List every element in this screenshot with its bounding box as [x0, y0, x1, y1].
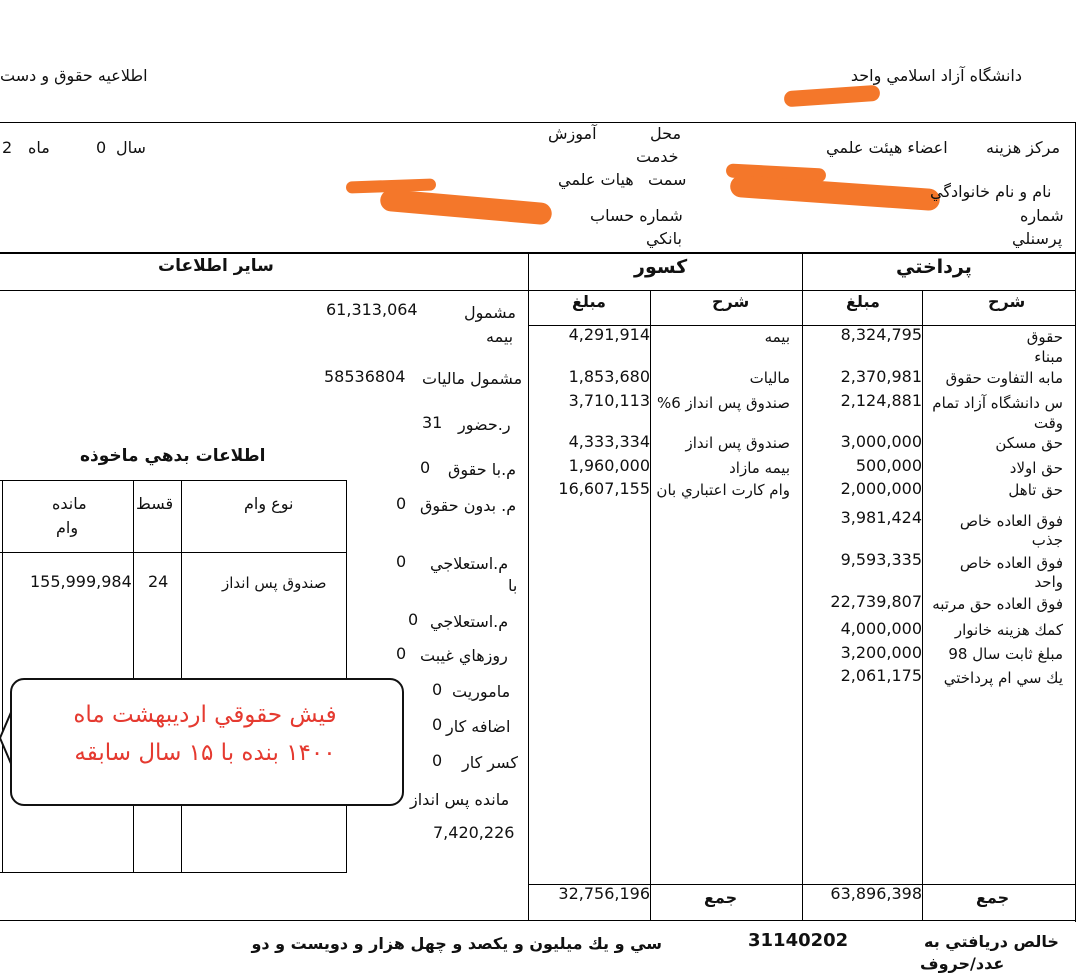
- sick-leave-label: م.استعلاجي: [430, 554, 509, 573]
- month-value: 2: [2, 138, 13, 157]
- rule: [0, 920, 1076, 921]
- attendance-label: ر.حضور: [458, 415, 511, 434]
- taxable-value: 58536804: [324, 367, 406, 386]
- rule: [0, 552, 347, 553]
- loan-remaining-header: مانده: [52, 494, 87, 513]
- section-payments: پرداختي: [896, 256, 972, 278]
- payment-amount: 2,000,000: [840, 479, 922, 498]
- position-value: هيات علمي: [558, 170, 634, 189]
- location-value-2: خدمت: [636, 147, 679, 166]
- sick-leave-2-value: 0: [408, 610, 419, 629]
- deduction-amount: 3,710,113: [568, 391, 650, 410]
- deduction-desc: بيمه مازاد: [729, 459, 790, 477]
- payment-desc: حق اولاد: [1009, 459, 1063, 477]
- payment-desc-2: جذب: [1031, 531, 1063, 549]
- sick-leave-2-label: م.استعلاجي: [430, 612, 509, 631]
- month-label: ماه: [28, 138, 50, 157]
- deduction-amount: 4,291,914: [568, 325, 650, 344]
- sick-leave-label-2: با: [508, 576, 518, 595]
- payment-amount: 8,324,795: [840, 325, 922, 344]
- position-label: سمت: [648, 170, 687, 189]
- payment-desc: حق مسكن: [995, 434, 1063, 452]
- deduction-desc: صندوق پس انداز: [685, 434, 790, 452]
- deduction-amount: 1,960,000: [568, 456, 650, 475]
- payment-amount: 2,061,175: [840, 666, 922, 685]
- payment-desc: كمك هزينه خانوار: [954, 621, 1063, 639]
- net-pay-label-2: عدد/حروف: [920, 954, 1005, 973]
- deduction-amount: 4,333,334: [568, 432, 650, 451]
- net-pay-label: خالص دريافتي به: [924, 932, 1059, 951]
- redaction-mark: [784, 85, 881, 108]
- rule: [181, 480, 182, 872]
- attendance-value: 31: [422, 413, 443, 432]
- payment-amount: 3,000,000: [840, 432, 922, 451]
- account-label-2: بانكي: [646, 229, 682, 248]
- paid-leave-label: م.با حقوق: [448, 460, 517, 479]
- year-label: سال: [116, 138, 146, 157]
- payment-desc: مبلغ ثابت سال 98: [948, 645, 1063, 663]
- loan-type: صندوق پس انداز: [222, 574, 327, 592]
- payment-desc: حق تاهل: [1008, 481, 1063, 499]
- payment-desc: حقوق: [1026, 328, 1063, 346]
- savings-value: 7,420,226: [433, 823, 515, 842]
- payment-amount: 3,981,424: [840, 508, 922, 527]
- rule: [0, 122, 1076, 123]
- rule: [2, 480, 3, 872]
- loans-title: اطلاعات بدهي ماخوذه: [80, 446, 266, 466]
- rule: [922, 290, 923, 920]
- deduction-amount: 1,853,680: [568, 367, 650, 386]
- payment-desc: فوق العاده خاص: [959, 512, 1063, 530]
- payment-amount: 4,000,000: [840, 619, 922, 638]
- payments-total-label: جمع: [976, 888, 1010, 907]
- savings-label: مانده پس انداز: [410, 790, 510, 809]
- cost-center-label: مركز هزينه: [986, 138, 1061, 157]
- insured-label-2: بيمه: [486, 327, 514, 346]
- deductions-amount-header: مبلغ: [572, 292, 606, 311]
- university-name: دانشگاه آزاد اسلامي واحد: [850, 66, 1022, 85]
- rule: [0, 290, 1076, 291]
- redaction-mark: [379, 189, 552, 226]
- payment-desc-2: واحد: [1034, 573, 1063, 591]
- rule: [346, 480, 347, 872]
- personnel-label: شماره: [1020, 206, 1064, 225]
- mission-value: 0: [432, 680, 443, 699]
- callout-line-2: ۱۴۰۰ بنده با ۱۵ سال سابقه: [74, 740, 336, 766]
- deduction-amount: 16,607,155: [558, 479, 650, 498]
- payment-desc: فوق العاده حق مرتبه: [932, 595, 1063, 613]
- payment-amount: 2,370,981: [840, 367, 922, 386]
- deduction-desc: بيمه: [764, 328, 790, 346]
- location-label: محل: [650, 124, 682, 143]
- mission-label: ماموريت: [452, 682, 511, 701]
- overtime-label: اضافه كار: [446, 717, 511, 736]
- rule: [0, 480, 347, 481]
- payment-desc-2: مبناء: [1034, 348, 1063, 366]
- net-pay-number: 31140202: [748, 930, 849, 951]
- rule: [1075, 122, 1076, 922]
- payments-desc-header: شرح: [988, 292, 1026, 311]
- undertime-value: 0: [432, 751, 443, 770]
- deduction-desc: ماليات: [749, 369, 790, 387]
- rule: [528, 254, 529, 920]
- rule: [650, 290, 651, 920]
- payment-amount: 3,200,000: [840, 643, 922, 662]
- rule: [0, 872, 347, 873]
- rule: [133, 480, 134, 872]
- absence-label: روزهاي غيبت: [420, 646, 508, 665]
- deductions-total-label: جمع: [704, 888, 738, 907]
- sick-leave-value: 0: [396, 552, 407, 571]
- unpaid-leave-value: 0: [396, 494, 407, 513]
- loan-installment: 24: [148, 572, 169, 591]
- payment-desc-2: وقت: [1033, 414, 1063, 432]
- net-pay-words: سي و يك ميليون و يكصد و چهل هزار و دويست و دو: [251, 934, 662, 953]
- paid-leave-value: 0: [420, 458, 431, 477]
- deductions-desc-header: شرح: [712, 292, 750, 311]
- payment-amount: 9,593,335: [840, 550, 922, 569]
- payments-amount-header: مبلغ: [846, 292, 880, 311]
- payment-desc: س دانشگاه آزاد تمام: [932, 394, 1063, 412]
- document-title: اطلاعيه حقوق و دست: [0, 66, 148, 85]
- rule: [0, 252, 1076, 254]
- deduction-desc: وام كارت اعتباري بان: [656, 481, 790, 499]
- payments-total: 63,896,398: [830, 884, 922, 903]
- payment-amount: 2,124,881: [840, 391, 922, 410]
- callout-line-1: فيش حقوقي ارديبهشت ماه: [73, 702, 337, 728]
- payment-desc: فوق العاده خاص: [959, 554, 1063, 572]
- payment-desc: مابه التفاوت حقوق: [945, 369, 1063, 387]
- location-value: آموزش: [548, 124, 597, 143]
- unpaid-leave-label: م. بدون حقوق: [420, 496, 517, 515]
- insured-label: مشمول: [464, 303, 516, 322]
- payment-desc: يك سي ام پرداختي: [943, 669, 1063, 687]
- section-other: ساير اطلاعات: [158, 256, 274, 276]
- undertime-label: كسر كار: [462, 753, 519, 772]
- loan-remaining-header-2: وام: [56, 518, 79, 537]
- year-value: 0: [96, 138, 107, 157]
- insured-value: 61,313,064: [326, 300, 418, 319]
- cost-center-value: اعضاء هيئت علمي: [826, 138, 948, 157]
- loan-type-header: نوع وام: [244, 494, 294, 513]
- deduction-desc: صندوق پس انداز 6%: [656, 394, 790, 412]
- name-label: نام و نام خانوادگي: [930, 182, 1052, 201]
- loan-installment-header: قسط: [136, 494, 174, 513]
- taxable-label: مشمول ماليات: [422, 369, 523, 388]
- overtime-value: 0: [432, 715, 443, 734]
- redaction-mark: [729, 175, 940, 212]
- loan-remaining: 155,999,984: [30, 572, 132, 591]
- absence-value: 0: [396, 644, 407, 663]
- payment-amount: 22,739,807: [830, 592, 922, 611]
- personnel-label-2: پرسنلي: [1012, 229, 1063, 248]
- payment-amount: 500,000: [855, 456, 922, 475]
- section-deductions: كسور: [634, 256, 688, 278]
- rule: [802, 254, 803, 920]
- deductions-total: 32,756,196: [558, 884, 650, 903]
- account-label: شماره حساب: [590, 206, 683, 225]
